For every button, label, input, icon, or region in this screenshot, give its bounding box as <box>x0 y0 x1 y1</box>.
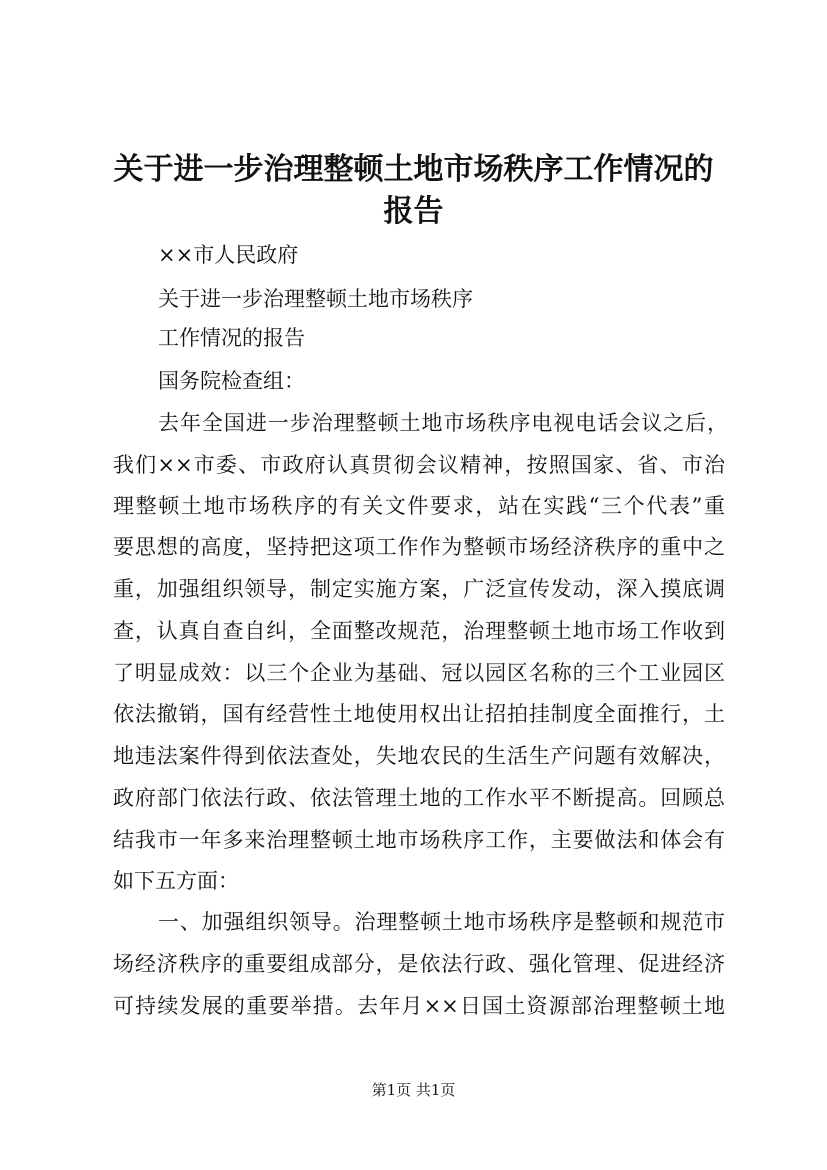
document-title-line1: 关于进一步治理整顿土地市场秩序工作情况的 <box>113 152 714 187</box>
body-line: 政府部门依法行政、依法管理土地的工作水平不断提高。回顾总 <box>113 786 725 810</box>
body-line: 去年全国进一步治理整顿土地市场秩序电视电话会议之后， <box>158 411 728 435</box>
body-line: 如下五方面： <box>113 869 239 893</box>
document-title-line2: 报告 <box>383 194 444 229</box>
body-line: 结我市一年多来治理整顿土地市场秩序工作，主要做法和体会有 <box>113 828 725 852</box>
subject-line1: 关于进一步治理整顿土地市场秩序 <box>158 287 473 311</box>
body-line: 要思想的高度，坚持把这项工作作为整顿市场经济秩序的重中之 <box>113 535 725 559</box>
sender-line: ××市人民政府 <box>158 243 299 267</box>
body-line: 场经济秩序的重要组成部分，是依法行政、强化管理、促进经济 <box>113 952 725 976</box>
recipient-line: 国务院检查组： <box>158 369 305 393</box>
page-number-footer: 第1页 共1页 <box>371 1081 456 1099</box>
subject-line2: 工作情况的报告 <box>158 326 305 350</box>
body-line: 查，认真自查自纠，全面整改规范，治理整顿土地市场工作收到 <box>113 619 725 643</box>
body-line: 了明显成效：以三个企业为基础、冠以园区名称的三个工业园区 <box>113 661 725 685</box>
body-line: 我们××市委、市政府认真贯彻会议精神，按照国家、省、市治 <box>113 453 725 477</box>
body-line: 依法撤销，国有经营性土地使用权出让招拍挂制度全面推行，土 <box>113 702 725 726</box>
body-line: 一、加强组织领导。治理整顿土地市场秩序是整顿和规范市 <box>158 910 725 934</box>
body-line: 理整顿土地市场秩序的有关文件要求，站在实践“三个代表”重 <box>113 494 725 518</box>
body-line: 地违法案件得到依法查处，失地农民的生活生产问题有效解决， <box>113 744 725 768</box>
body-line: 可持续发展的重要举措。去年月××日国土资源部治理整顿土地 <box>113 994 725 1018</box>
body-line: 重，加强组织领导，制定实施方案，广泛宣传发动，深入摸底调 <box>113 577 725 601</box>
